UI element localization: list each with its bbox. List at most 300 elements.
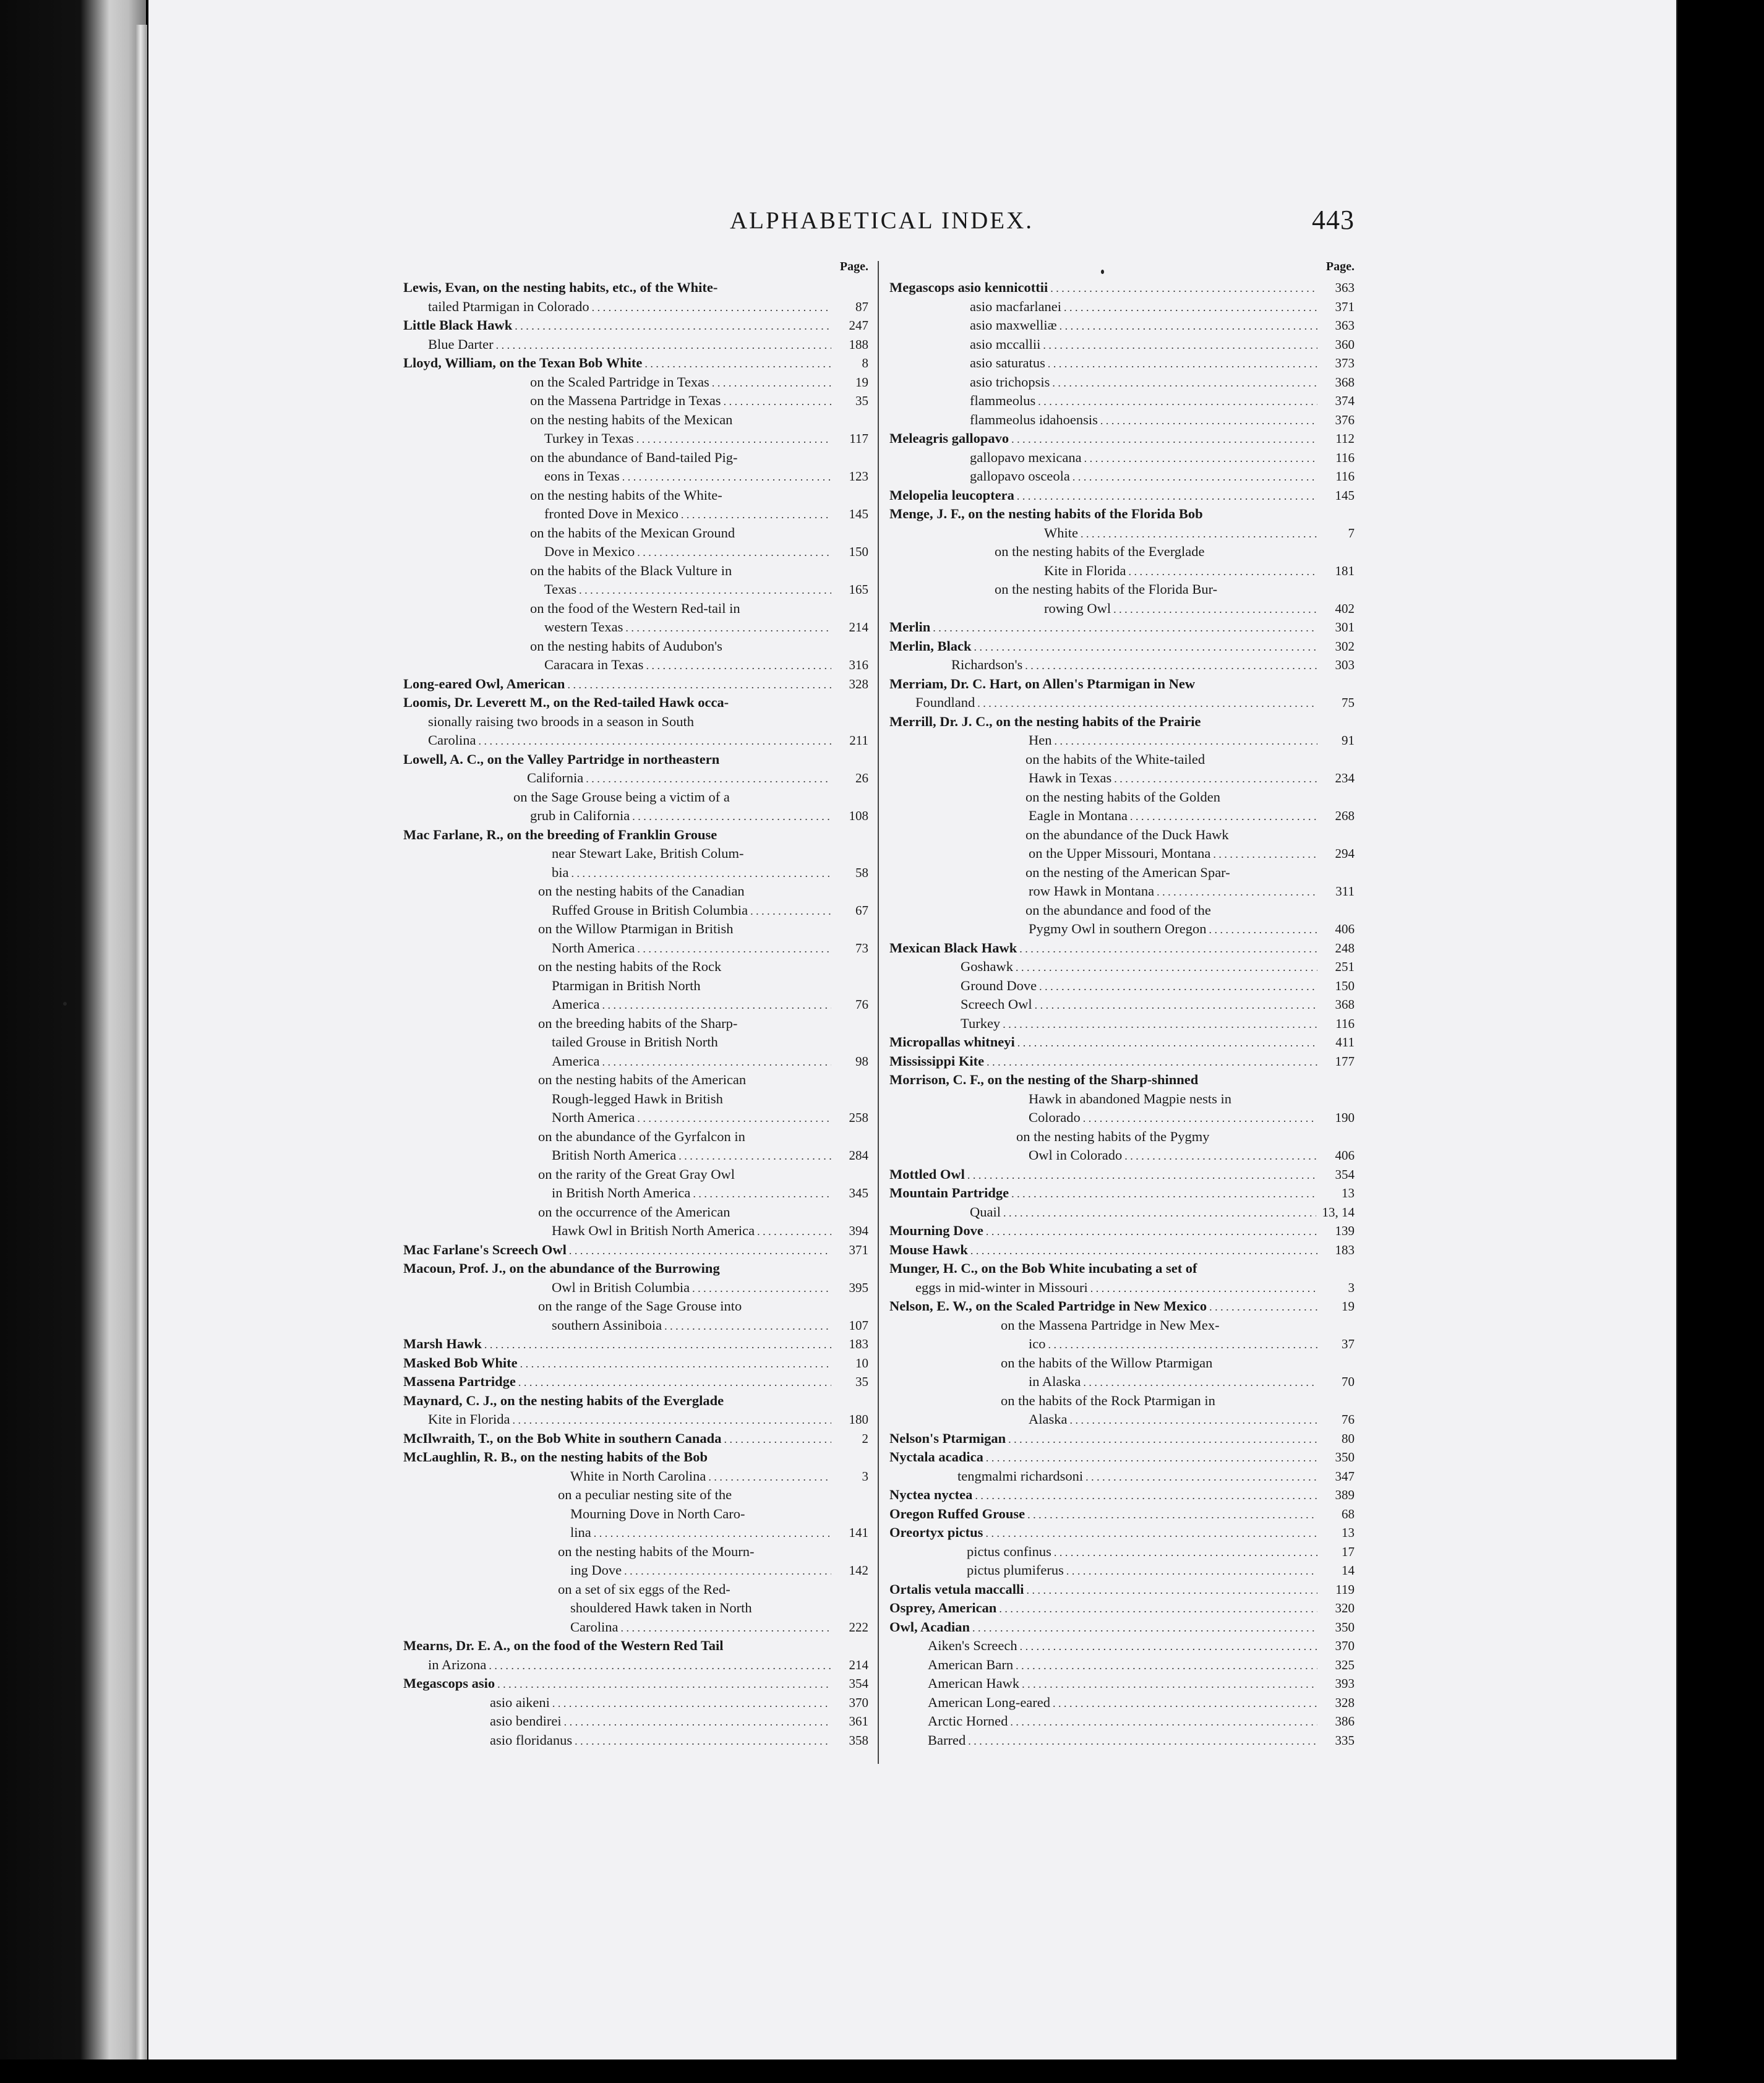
entry-page-number: 361 [849, 1714, 868, 1729]
index-entry [889, 316, 1355, 335]
index-entry [889, 486, 1355, 505]
index-entry [889, 1146, 1355, 1165]
index-entry [403, 693, 868, 712]
entry-text: asio maxwelliæ [970, 317, 1057, 333]
entry-page-number: 301 [1335, 620, 1355, 635]
index-entry [403, 1372, 868, 1392]
leader-dots [1124, 1147, 1317, 1166]
entry-text: Micropallas whitneyi [889, 1034, 1015, 1050]
entry-text: Osprey, American [889, 1600, 997, 1615]
entry-text: McLaughlin, R. B., on the nesting habits of the Bob [403, 1449, 708, 1465]
entry-text: on the Willow Ptarmigan in British [538, 921, 734, 936]
index-entry [889, 1203, 1355, 1222]
entry-page-number: 234 [1335, 771, 1355, 785]
leader-dots [637, 1109, 831, 1128]
entry-page-number: 268 [1335, 808, 1355, 823]
entry-text: on the nesting habits of the Mexican [530, 411, 733, 427]
entry-text: Mac Farlane's Screech Owl [403, 1241, 567, 1257]
leader-dots [987, 1053, 1317, 1072]
index-entry [403, 1259, 868, 1278]
entry-text: on the habits of the Mexican Ground [530, 524, 735, 541]
index-entry [889, 901, 1355, 920]
index-entry [403, 826, 868, 845]
index-entry [889, 882, 1355, 901]
index-entry [403, 920, 868, 939]
leader-dots [567, 675, 831, 695]
entry-text: Goshawk [961, 959, 1013, 974]
entry-page-number: 80 [1342, 1431, 1355, 1446]
entry-text: ing Dove [570, 1562, 622, 1578]
leader-dots [1011, 1184, 1317, 1204]
index-entry [403, 995, 868, 1014]
entry-text: Massena Partridge [403, 1374, 516, 1389]
entry-text: on the habits of the Black Vulture in [530, 562, 732, 578]
entry-page-number: 354 [849, 1676, 868, 1691]
entry-text: Owl, Acadian [889, 1619, 970, 1635]
entry-text: Mourning Dove [889, 1223, 983, 1238]
leader-dots [1083, 1109, 1317, 1128]
entry-text: on the habits of the White-tailed [1025, 751, 1205, 767]
entry-text: Nelson's Ptarmigan [889, 1430, 1006, 1446]
index-entry [403, 1693, 868, 1713]
leader-dots [569, 1241, 831, 1260]
entry-page-number: 145 [1335, 487, 1355, 503]
entry-text: rowing Owl [1044, 600, 1111, 616]
entry-page-number: 393 [1335, 1676, 1355, 1691]
entry-text: in Arizona [428, 1656, 487, 1672]
index-entry [403, 373, 868, 392]
entry-text: Foundland [915, 695, 975, 710]
entry-page-number: 76 [855, 997, 868, 1012]
index-entry [889, 1108, 1355, 1127]
entry-text: row Hawk in Montana [1029, 883, 1155, 899]
index-entry [403, 1542, 868, 1562]
index-entry [403, 1674, 868, 1693]
entry-page-number: 75 [1342, 695, 1355, 710]
leader-dots [679, 1147, 831, 1166]
entry-page-number: 345 [849, 1186, 868, 1200]
entry-text: near Stewart Lake, British Colum- [552, 845, 744, 861]
index-column-right [889, 260, 1355, 1756]
entry-text: Screech Owl [961, 996, 1032, 1012]
index-entry [889, 826, 1355, 845]
index-entry [403, 1354, 868, 1373]
leader-dots [1130, 807, 1317, 826]
entry-text: fronted Dove in Mexico [544, 506, 679, 521]
index-entry [403, 278, 868, 297]
leader-dots [575, 1732, 831, 1751]
entry-page-number: 320 [1335, 1601, 1355, 1615]
entry-text: asio saturatus [970, 355, 1045, 370]
leader-dots [757, 1222, 831, 1241]
index-entry [889, 920, 1355, 939]
leader-dots [512, 1411, 831, 1430]
entry-text: Marsh Hawk [403, 1336, 482, 1351]
index-entry [889, 1278, 1355, 1298]
index-entry [889, 580, 1355, 599]
leader-dots [975, 1486, 1317, 1505]
entry-text: on the nesting habits of the Pygmy [1016, 1128, 1210, 1144]
index-column-left [403, 260, 868, 1756]
entry-text: on the Scaled Partridge in Texas [530, 374, 709, 390]
entry-text: American Hawk [928, 1675, 1020, 1691]
index-entry [403, 354, 868, 373]
leader-dots [1050, 279, 1317, 298]
leader-dots [1052, 374, 1317, 393]
index-entry [403, 1636, 868, 1656]
entry-text: Barred [928, 1732, 966, 1748]
entry-text: on the abundance of Band-tailed Pig- [530, 449, 738, 465]
entry-text: Ruffed Grouse in British Columbia [552, 902, 748, 918]
entry-text: western Texas [544, 619, 623, 635]
index-entry [403, 1580, 868, 1599]
index-entry [889, 1580, 1355, 1599]
leader-dots [520, 1354, 831, 1374]
index-entry [403, 1127, 868, 1147]
leader-dots [602, 1053, 831, 1072]
index-entry [403, 1221, 868, 1241]
entry-page-number: 87 [855, 299, 868, 314]
index-entry [403, 1410, 868, 1429]
entry-page-number: 354 [1335, 1166, 1355, 1182]
index-entry [889, 505, 1355, 524]
entry-text: Ground Dove [961, 977, 1037, 993]
scan-margin [1677, 0, 1764, 2083]
leader-dots [594, 1524, 831, 1543]
entry-page-number: 311 [1335, 884, 1355, 899]
leader-dots [644, 354, 831, 374]
index-entry [403, 863, 868, 883]
entry-page-number: 350 [1335, 1450, 1355, 1465]
index-entry [403, 977, 868, 996]
index-entry [403, 1241, 868, 1260]
index-entry [889, 1410, 1355, 1429]
entry-page-number: 37 [1342, 1337, 1355, 1351]
entry-text: on a peculiar nesting site of the [558, 1487, 732, 1502]
entry-text: Megascops asio kennicottii [889, 280, 1048, 295]
index-entry [403, 769, 868, 788]
entry-page-number: 303 [1335, 657, 1355, 672]
entry-text: on the nesting habits of the Canadian [538, 883, 745, 899]
entry-text: Caracara in Texas [544, 657, 644, 672]
index-entry [889, 806, 1355, 826]
index-entry [889, 448, 1355, 468]
leader-dots [620, 1619, 831, 1638]
entry-page-number: 58 [855, 865, 868, 880]
index-entry [403, 297, 868, 317]
entry-page-number: 17 [1342, 1544, 1355, 1559]
leader-dots [693, 1184, 831, 1204]
entry-page-number: 328 [849, 676, 868, 691]
index-entry [403, 1071, 868, 1090]
leader-dots [1039, 977, 1317, 996]
index-entry [889, 693, 1355, 712]
leader-dots [1053, 1694, 1317, 1713]
entry-text: sionally raising two broods in a season in South [428, 713, 694, 729]
index-entry [889, 1052, 1355, 1071]
entry-page-number: 370 [849, 1695, 868, 1710]
index-entry [889, 467, 1355, 486]
index-entry [889, 1731, 1355, 1750]
entry-page-number: 181 [1335, 563, 1355, 578]
index-entry [403, 957, 868, 977]
leader-dots [1038, 392, 1317, 411]
entry-text: in British North America [552, 1185, 691, 1200]
entry-text: gallopavo mexicana [970, 449, 1082, 465]
leader-dots [1209, 920, 1317, 939]
index-entry [403, 1090, 868, 1109]
leader-dots [1017, 487, 1317, 506]
leader-dots [967, 1166, 1317, 1185]
entry-page-number: 358 [849, 1732, 868, 1748]
entry-page-number: 123 [849, 469, 868, 484]
leader-dots [1090, 1279, 1317, 1298]
leader-dots [972, 1619, 1317, 1638]
entry-text: asio aikeni [490, 1694, 550, 1710]
entry-page-number: 258 [849, 1110, 868, 1125]
entry-text: Mac Farlane, R., on the breeding of Franklin Grouse [403, 826, 717, 842]
leader-dots [637, 543, 831, 562]
leader-dots [977, 694, 1317, 713]
leader-dots [708, 1468, 831, 1487]
entry-text: Hawk in abandoned Magpie nests in [1029, 1090, 1232, 1106]
index-entry [403, 1712, 868, 1731]
entry-page-number: 350 [1335, 1619, 1355, 1635]
index-entry [403, 562, 868, 581]
entry-text: Dove in Mexico [544, 544, 635, 559]
entry-text: on the nesting habits of the White- [530, 487, 722, 503]
index-entry [889, 1184, 1355, 1203]
entry-text: Turkey [961, 1015, 1001, 1031]
entry-page-number: 370 [1335, 1638, 1355, 1653]
entry-page-number: 373 [1335, 356, 1355, 370]
leader-dots [1048, 354, 1317, 374]
entry-page-number: 76 [1342, 1412, 1355, 1427]
index-entry [889, 278, 1355, 297]
leader-dots [1113, 600, 1317, 619]
index-entry [403, 1052, 868, 1071]
entry-text: Mississippi Kite [889, 1053, 985, 1069]
index-entry [403, 467, 868, 486]
leader-dots [1114, 769, 1317, 789]
index-entry [889, 1127, 1355, 1147]
leader-dots [1084, 449, 1317, 468]
entry-page-number: 116 [1335, 1016, 1355, 1031]
entry-text: on the Massena Partridge in New Mex- [1001, 1317, 1220, 1333]
index-entry [889, 712, 1355, 732]
index-entry [889, 1467, 1355, 1486]
entry-text: Merlin [889, 619, 931, 635]
entry-text: Hawk in Texas [1029, 770, 1112, 785]
index-entry [403, 316, 868, 335]
leader-dots [1022, 1675, 1317, 1694]
entry-text: North America [552, 939, 635, 956]
entry-text: Merrill, Dr. J. C., on the nesting habits of the Prairie [889, 713, 1201, 729]
entry-text: Texas [544, 581, 577, 597]
index-entry [403, 656, 868, 675]
page-edge [136, 25, 147, 2059]
index-entry [403, 750, 868, 769]
entry-page-number: 141 [849, 1525, 868, 1540]
entry-text: tengmalmi richardsoni [957, 1468, 1084, 1484]
leader-dots [1035, 996, 1317, 1015]
entry-text: Nelson, E. W., on the Scaled Partridge in New Mexico [889, 1298, 1207, 1314]
entry-page-number: 67 [855, 902, 868, 918]
index-entry [889, 1014, 1355, 1033]
index-entry [889, 1071, 1355, 1090]
index-entry [403, 599, 868, 618]
entry-page-number: 70 [1342, 1374, 1355, 1389]
entry-page-number: 214 [849, 620, 868, 635]
entry-page-number: 19 [855, 374, 868, 390]
entry-text: southern Assiniboia [552, 1317, 662, 1333]
index-entry [889, 1448, 1355, 1467]
entry-page-number: 222 [849, 1619, 868, 1635]
entry-page-number: 183 [849, 1337, 868, 1351]
entry-text: Merlin, Black [889, 638, 972, 654]
leader-dots [1011, 430, 1317, 449]
entry-text: on the Sage Grouse being a victim of a [513, 789, 730, 805]
index-entry [889, 1335, 1355, 1354]
entry-page-number: 376 [1335, 412, 1355, 427]
entry-page-number: 150 [849, 544, 868, 559]
leader-dots [1020, 1637, 1317, 1656]
index-entry [889, 637, 1355, 656]
index-entry [403, 505, 868, 524]
entry-page-number: 177 [1335, 1053, 1355, 1069]
entry-text: flammeolus idahoensis [970, 411, 1098, 427]
entry-page-number: 328 [1335, 1695, 1355, 1710]
index-entry [889, 1316, 1355, 1335]
entry-page-number: 368 [1335, 997, 1355, 1012]
entry-text: on the Massena Partridge in Texas [530, 393, 721, 408]
entry-page-number: 108 [849, 808, 868, 823]
index-entry [403, 806, 868, 826]
entry-text: Kite in Florida [428, 1411, 510, 1427]
index-entry [889, 1505, 1355, 1524]
index-entry [889, 731, 1355, 750]
entry-page-number: 26 [855, 771, 868, 785]
entry-text: Colorado [1029, 1110, 1081, 1125]
index-entry [403, 1656, 868, 1675]
entry-page-number: 139 [1335, 1223, 1355, 1238]
leader-dots [999, 1599, 1317, 1619]
entry-text: in Alaska [1029, 1374, 1081, 1389]
entry-text: Masked Bob White [403, 1354, 518, 1371]
entry-page-number: 363 [1335, 318, 1355, 333]
leader-dots [1055, 732, 1318, 751]
leader-dots [586, 769, 831, 789]
index-entry [403, 788, 868, 807]
index-entry [889, 373, 1355, 392]
index-entry [403, 524, 868, 543]
entry-text: White [1044, 524, 1078, 541]
entry-text: asio floridanus [490, 1732, 573, 1748]
scan-bottom-margin [0, 2059, 1764, 2083]
index-entry [889, 411, 1355, 430]
index-entry [403, 1033, 868, 1052]
index-entry [403, 335, 868, 354]
page-number: 443 [1312, 205, 1355, 235]
leader-dots [681, 505, 831, 524]
entry-page-number: 3 [1348, 1280, 1355, 1295]
entry-text: California [527, 770, 584, 785]
index-entry [889, 656, 1355, 675]
leader-dots [496, 336, 831, 355]
leader-dots [637, 939, 831, 959]
leader-dots [724, 1430, 831, 1449]
index-entry [889, 1636, 1355, 1656]
entry-page-number: 35 [855, 1374, 868, 1389]
index-entry [889, 542, 1355, 562]
entry-page-number: 107 [849, 1317, 868, 1333]
scan-speck [63, 1002, 67, 1006]
entry-page-number: 347 [1335, 1468, 1355, 1484]
entry-text: Owl in Colorado [1029, 1147, 1123, 1163]
entry-text: Hawk Owl in British North America [552, 1223, 755, 1238]
entry-page-number: 116 [1335, 469, 1355, 484]
entry-text: Munger, H. C., on the Bob White incubating a set of [889, 1260, 1197, 1276]
index-entry [403, 1731, 868, 1750]
entry-text: Owl in British Columbia [552, 1279, 690, 1295]
leader-dots [1081, 524, 1317, 544]
entry-text: Rough-legged Hawk in British [552, 1090, 723, 1106]
entry-text: Blue Darter [428, 336, 494, 352]
entry-text: ico [1029, 1336, 1046, 1351]
entry-text: on the rarity of the Great Gray Owl [538, 1166, 735, 1182]
entry-page-number: 360 [1335, 336, 1355, 352]
leader-dots [1008, 1430, 1317, 1449]
index-entry [403, 1561, 868, 1580]
index-entry [889, 769, 1355, 788]
entry-page-number: 7 [1348, 525, 1355, 541]
entry-text: Macoun, Prof. J., on the abundance of the Burrowing [403, 1260, 720, 1276]
entry-text: asio bendirei [490, 1713, 562, 1729]
index-entry [403, 486, 868, 505]
leader-dots [497, 1675, 831, 1694]
index-entry [889, 1523, 1355, 1542]
entry-text: Merriam, Dr. C. Hart, on Allen's Ptarmigan in New [889, 675, 1196, 691]
leader-dots [478, 732, 831, 751]
leader-dots [724, 392, 831, 411]
entry-page-number: 363 [1335, 280, 1355, 295]
index-entry [403, 1467, 868, 1486]
entry-text: British North America [552, 1147, 677, 1163]
leader-dots [1003, 1015, 1317, 1034]
index-entry [889, 1429, 1355, 1448]
entry-text: bia [552, 864, 569, 880]
entry-text: America [552, 996, 600, 1012]
entry-text: on the nesting habits of the Golden [1025, 789, 1220, 805]
entry-page-number: 406 [1335, 922, 1355, 936]
leader-dots [579, 581, 831, 600]
entry-text: American Long-eared [928, 1694, 1051, 1710]
index-entry [889, 977, 1355, 996]
entry-text: asio trichopsis [970, 374, 1050, 390]
index-entry [403, 391, 868, 411]
entry-page-number: 394 [849, 1223, 868, 1238]
entry-page-number: 190 [1335, 1110, 1355, 1125]
entry-page-number: 251 [1335, 959, 1355, 974]
entry-text: Megascops asio [403, 1675, 495, 1691]
index-entry [889, 1599, 1355, 1618]
entry-text: lina [570, 1525, 591, 1540]
entry-page-number: 10 [855, 1355, 868, 1371]
leader-dots [1019, 939, 1317, 959]
index-entry [403, 1108, 868, 1127]
index-entry [403, 637, 868, 656]
leader-dots [1026, 1581, 1317, 1600]
